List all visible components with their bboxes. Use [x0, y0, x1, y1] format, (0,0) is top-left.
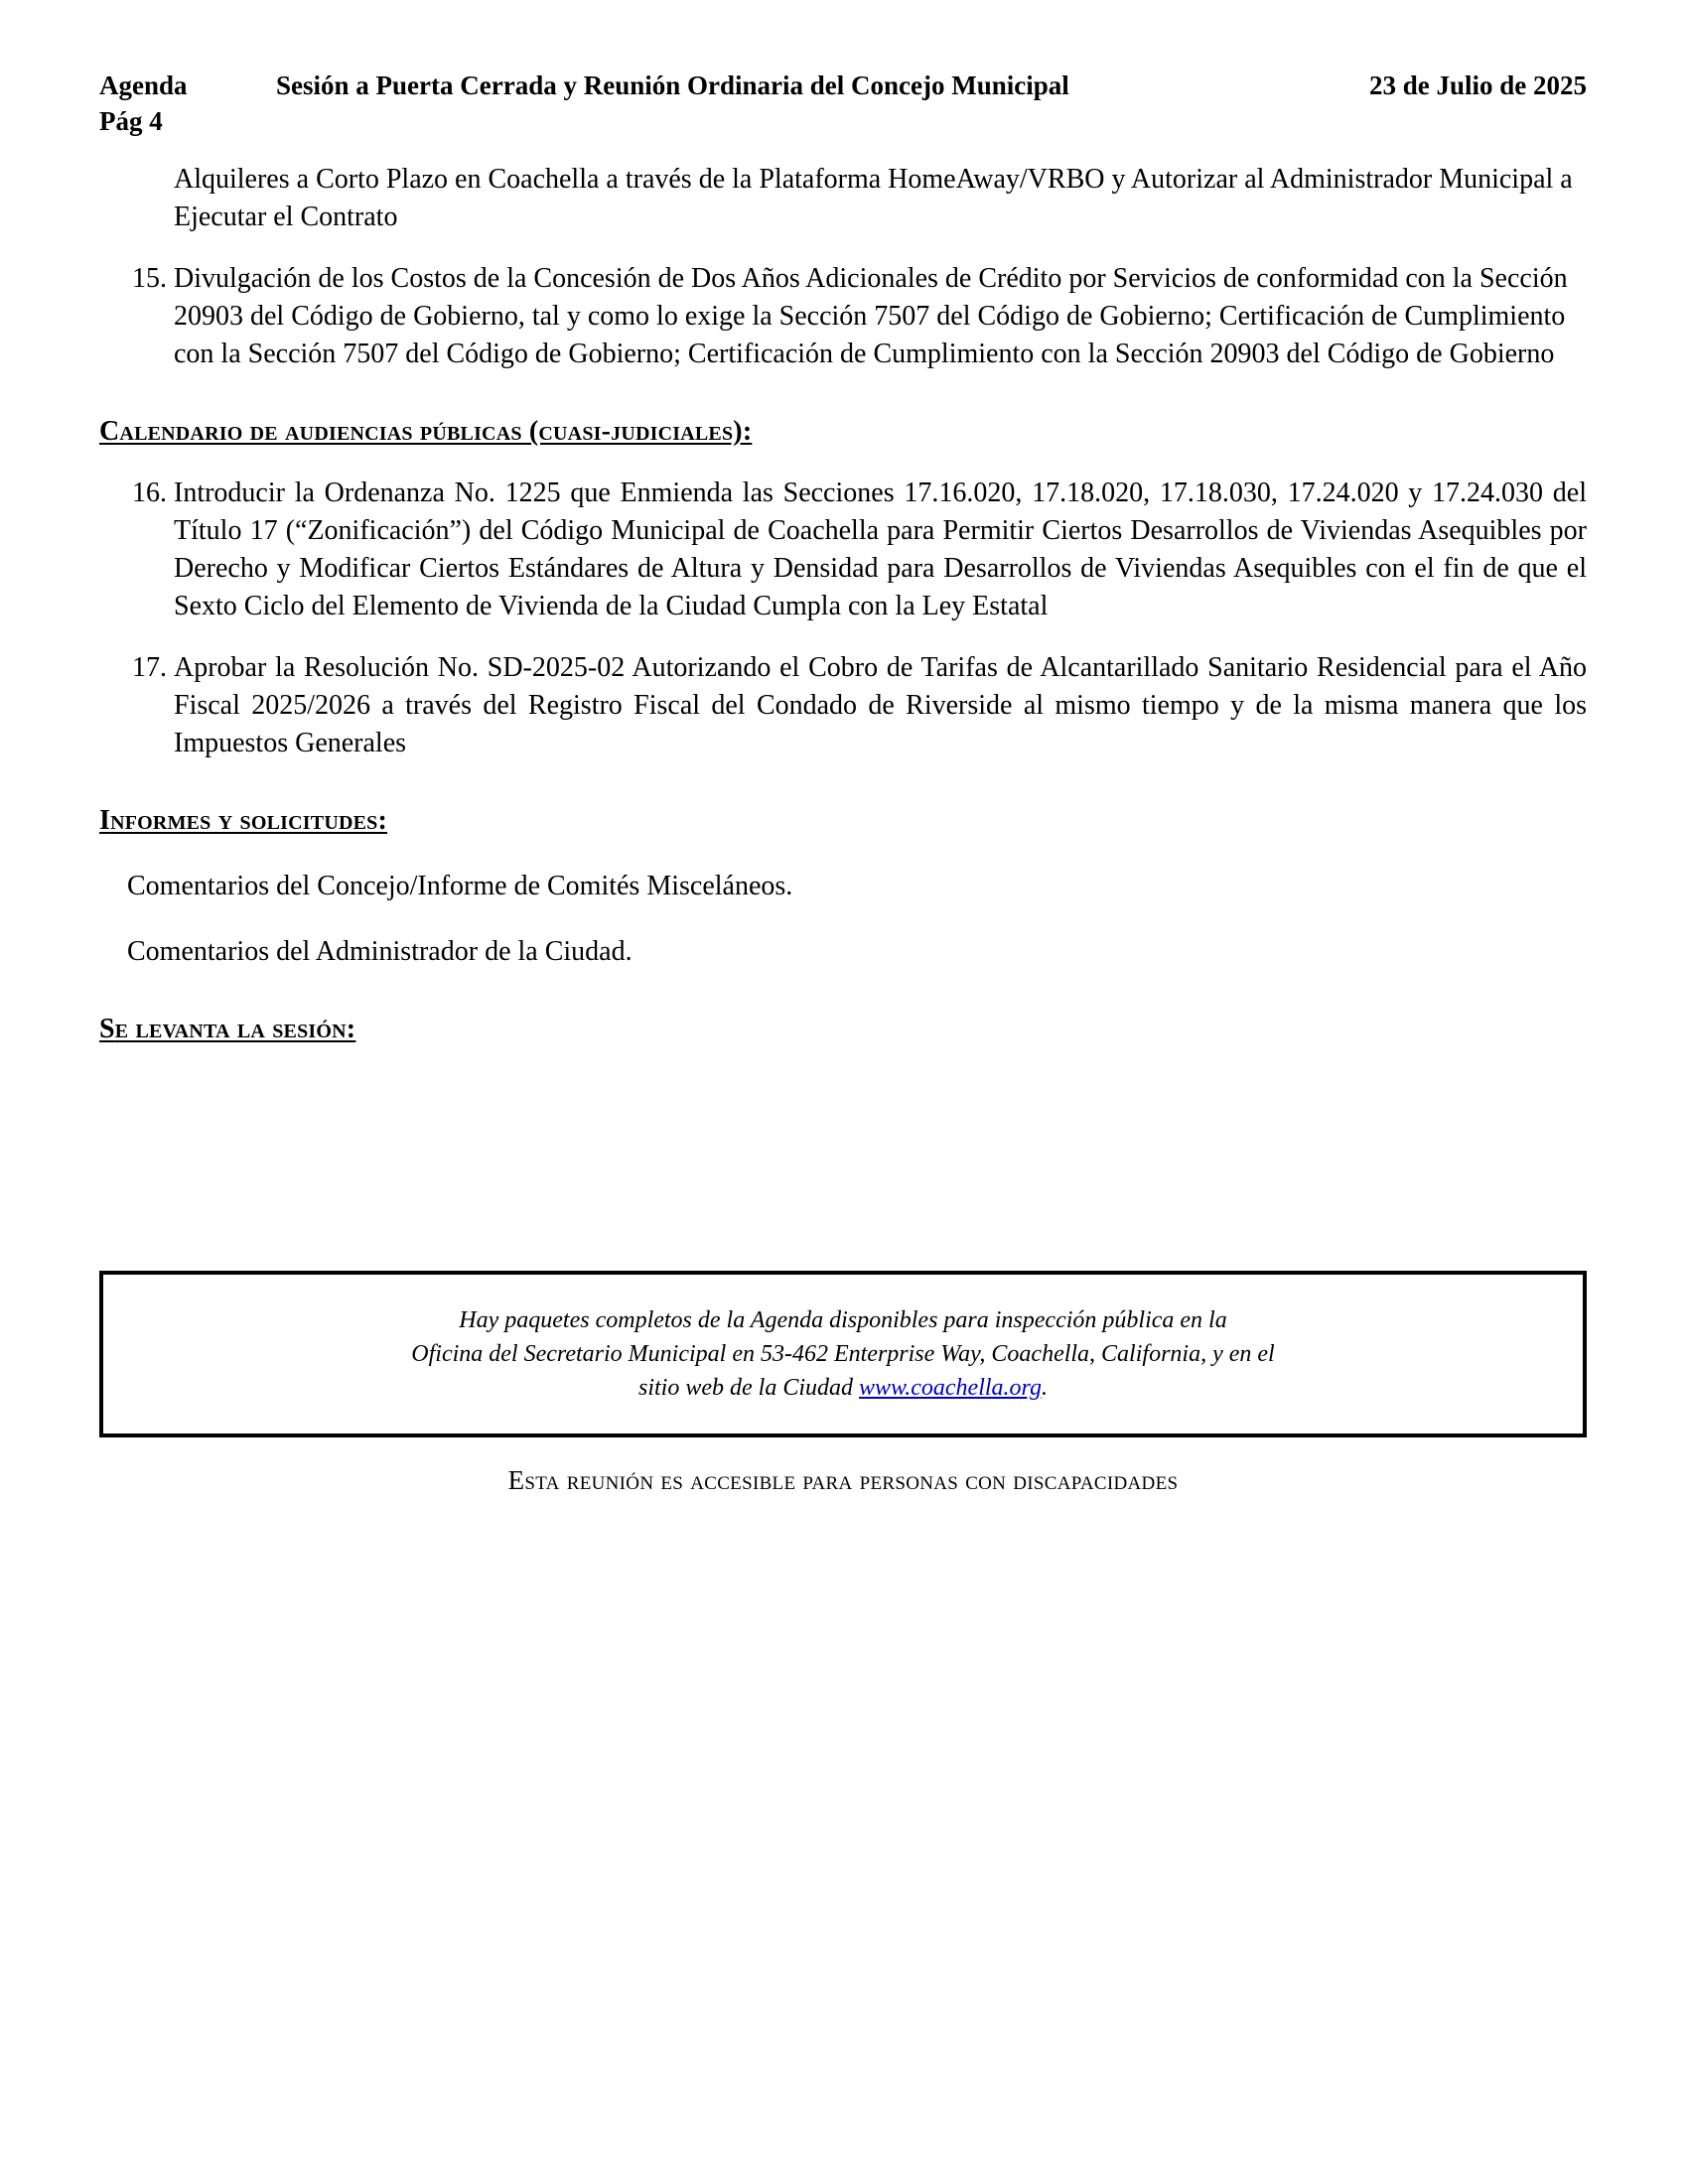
agenda-item-17-text: Aprobar la Resolución No. SD-2025-02 Autorizando el Cobro de Tarifas de Alcantarillado Sanitario Residencial para el Año Fiscal 2025/2026 a través del Registro Fiscal del Condado de Riverside al mismo tiempo y de la misma manera que los Impuestos Generales — [174, 652, 1587, 758]
agenda-item-15 — [132, 260, 1587, 373]
notice-line-2: Oficina del Secretario Municipal en 53-462 Enterprise Way, Coachella, California, y en el — [411, 1341, 1275, 1367]
notice-line-3 — [143, 1371, 1543, 1405]
agenda-item-16-number: 16. — [132, 478, 167, 508]
agenda-item-16 — [132, 475, 1587, 625]
header-meeting-title: Sesión a Puerta Cerrada y Reunión Ordinaria del Concejo Municipal — [276, 70, 1069, 100]
continuation-paragraph: Alquileres a Corto Plazo en Coachella a través de la Plataforma HomeAway/VRBO y Autorizar al Administrador Municipal a Ejecutar el Contrato — [174, 164, 1573, 232]
agenda-item-17 — [132, 649, 1587, 762]
heading-public-hearings-block — [99, 413, 1587, 451]
reports-line-council-comments: Comentarios del Concejo/Informe de Comités Misceláneos. — [127, 871, 793, 901]
notice-line-3-suffix: . — [1041, 1375, 1048, 1401]
accessibility-statement: Esta reunión es accesible para personas con discapacidades — [507, 1465, 1179, 1495]
heading-reports-and-requests: Informes y solicitudes: — [99, 805, 387, 836]
header-agenda-label: Agenda — [99, 70, 188, 100]
coachella-website-link[interactable]: www.coachella.org — [859, 1375, 1042, 1401]
page-header — [99, 68, 1587, 139]
heading-adjournment: Se levanta la sesión: — [99, 1014, 356, 1044]
reports-line-city-manager-comments: Comentarios del Administrador de la Ciudad. — [127, 936, 633, 967]
header-meeting-date: 23 de Julio de 2025 — [1368, 70, 1587, 100]
agenda-item-17-number: 17. — [132, 652, 167, 683]
agenda-item-15-text: Divulgación de los Costos de la Concesión de Dos Años Adicionales de Crédito por Servicios de conformidad con la Sección 20903 del Código de Gobierno, tal y como lo exige la Sección 7507 del Código de Gobierno; Certificación de Cumplimiento con la Sección 7507 del Código de Gobierno; Certificación de Cumplimiento con la Sección 20903 del Código de Gobierno — [174, 263, 1568, 369]
agenda-item-15-number: 15. — [132, 263, 167, 294]
heading-public-hearings: Calendario de audiencias públicas (cuasi-judiciales): — [99, 416, 753, 447]
header-page-number: Pág 4 — [99, 106, 163, 136]
notice-line-1: Hay paquetes completos de la Agenda disponibles para inspección pública en la — [459, 1307, 1227, 1333]
heading-adjourn-block — [99, 1011, 1587, 1048]
heading-reports-block — [99, 802, 1587, 840]
agenda-item-16-text: Introducir la Ordenanza No. 1225 que Enmienda las Secciones 17.16.020, 17.18.020, 17.18.030, 17.24.020 y 17.24.030 del Título 17 (“Zonificación”) del Código Municipal de Coachella para Permitir Ciertos Desarrollos de Viviendas Asequibles por Derecho y Modificar Ciertos Estándares de Altura y Densidad para Desarrollos de Viviendas Asequibles con el fin de que el Sexto Ciclo del Elemento de Vivienda de la Ciudad Cumpla con la Ley Estatal — [174, 478, 1587, 621]
header-main-row — [99, 68, 1587, 103]
public-inspection-notice-text — [103, 1303, 1583, 1405]
public-inspection-notice-box — [99, 1271, 1587, 1437]
document-body — [99, 149, 1587, 1048]
notice-line-3-prefix: sitio web de la Ciudad — [638, 1375, 859, 1401]
